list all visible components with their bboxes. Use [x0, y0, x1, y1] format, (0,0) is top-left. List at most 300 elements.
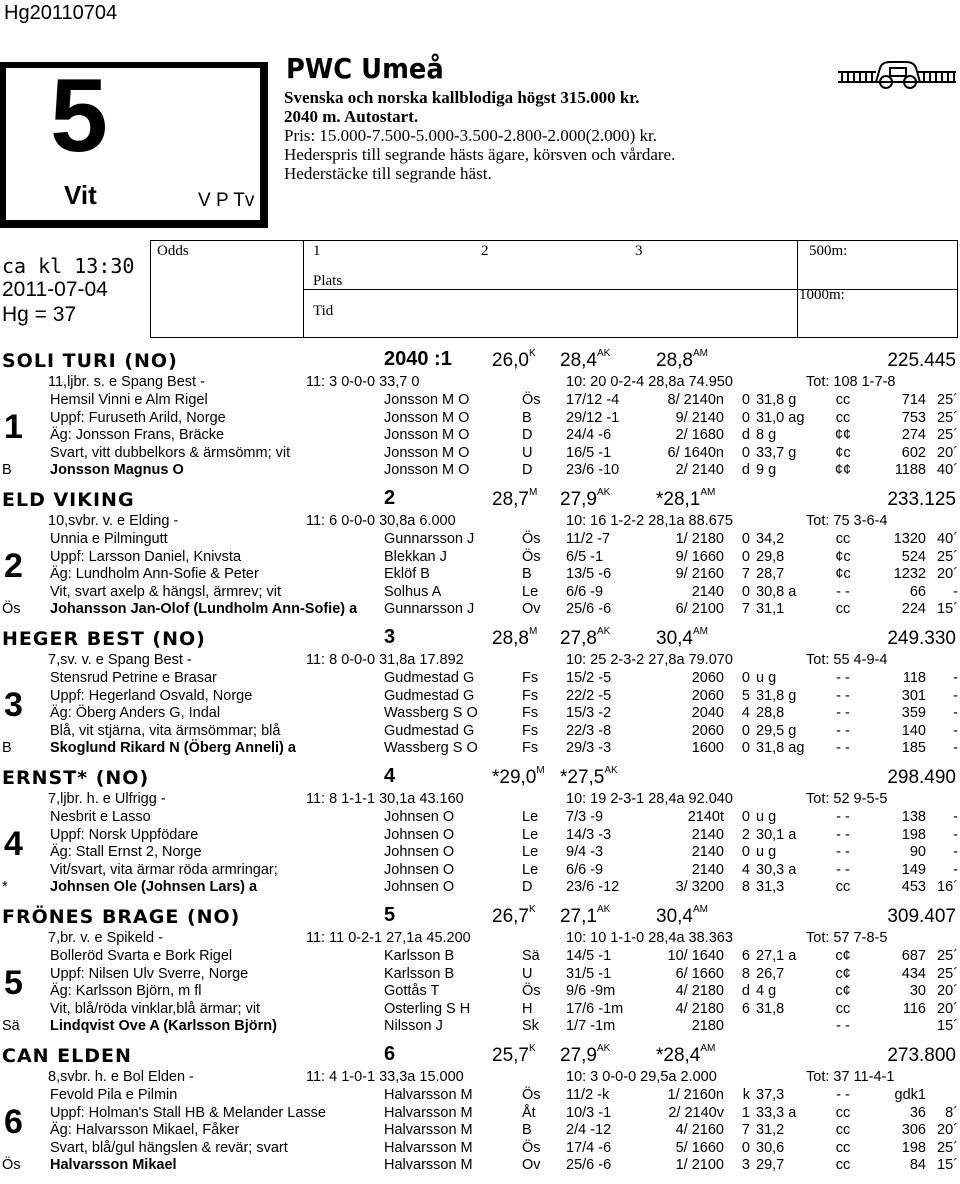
odds-suffix: AM	[700, 1043, 716, 1054]
odds-suffix: AM	[692, 348, 708, 359]
start-cell: 4/ 2180	[675, 983, 724, 1000]
odds-time: 28,7	[492, 489, 529, 510]
start-cell: - -	[836, 670, 850, 686]
start-cell: 22/2 -5	[566, 687, 612, 704]
start-cell: 29/12 -1	[566, 409, 620, 426]
start-cell: d	[741, 983, 750, 1000]
start-cell: Johnsen Ole (Johnsen Lars) a	[50, 879, 258, 896]
start-cell: cc	[835, 1139, 851, 1156]
start-cell: 30,3 a	[756, 861, 797, 878]
start-cell: Äg: Lundholm Ann-Sofie & Peter	[50, 566, 259, 583]
start-cell: - -	[836, 687, 850, 704]
odds-value-2	[560, 350, 610, 372]
start-cell: 40´	[937, 462, 958, 479]
start-cell: Jonsson M O	[384, 462, 470, 479]
start-cell: 29/3 -3	[566, 740, 612, 757]
start-cell: 24/4 -6	[566, 427, 612, 444]
horse-lead-code: B	[2, 462, 12, 478]
odds-suffix: AM	[700, 487, 716, 498]
start-cell: Eklöf B	[384, 566, 430, 583]
odds-value-2	[560, 1045, 610, 1067]
record-total: Tot: 75 3-6-4	[806, 513, 888, 529]
start-cell: 17/12 -4	[566, 392, 620, 408]
earnings: 225.445	[887, 350, 956, 371]
start-cell: 13/5 -6	[566, 566, 612, 583]
start-cell: 84	[909, 1157, 926, 1174]
start-cell: Ov	[522, 601, 541, 618]
start-cell: 149	[901, 861, 926, 878]
odds-suffix: K	[528, 1043, 536, 1054]
start-cell: Gudmestad G	[384, 722, 475, 739]
place-2-label: 2	[481, 243, 489, 259]
start-cell: - -	[836, 722, 850, 739]
horse-number: 6	[4, 1103, 23, 1141]
odds-suffix: K	[528, 348, 536, 359]
post-position: 2040 :1	[384, 348, 452, 370]
odds-time: 28,4	[560, 350, 597, 371]
start-cell: Gottås T	[384, 983, 440, 1000]
start-cell: Johnsen O	[384, 879, 455, 896]
horse-number: 2	[4, 547, 23, 585]
start-cell: 31,8 g	[756, 392, 797, 408]
start-cell: Le	[522, 583, 539, 600]
start-cell: 8/ 2140n	[667, 392, 724, 408]
start-cell: Svart, blå/gul hängslen & revär; svart	[50, 1139, 288, 1156]
split-500m-label: 500m:	[809, 243, 848, 259]
start-cell: 4 g	[756, 983, 777, 1000]
odds-time: 28,8	[656, 350, 693, 371]
start-cell: d	[741, 462, 750, 479]
start-cell: cc	[835, 601, 851, 618]
start-cell: - -	[836, 1018, 850, 1035]
start-cell: 1/7 -1m	[566, 1018, 616, 1035]
horse-name: ELD VIKING	[2, 489, 135, 511]
odds-suffix: M	[528, 626, 538, 637]
start-cell: 6	[741, 948, 750, 964]
start-cell: Fs	[522, 670, 539, 686]
record-last-year: 10: 10 1-1-0 28,4a 38.363	[566, 930, 733, 946]
start-cell: 224	[901, 601, 926, 618]
start-cell: 0	[741, 531, 750, 547]
start-cell: 25´	[937, 1139, 958, 1156]
start-cell: - -	[836, 809, 850, 825]
start-cell: 2140	[691, 826, 724, 843]
track-hg: Hg = 37	[2, 303, 77, 326]
odds-value-2	[560, 767, 618, 789]
start-cell: 23/6 -10	[566, 462, 620, 479]
start-cell: ¢c	[835, 566, 851, 583]
horse-info: 11,ljbr. s. e Spang Best -	[48, 374, 205, 390]
start-cell: Johansson Jan-Olof (Lundholm Ann-Sofie) a	[50, 601, 358, 618]
record-this-year: 11: 8 0-0-0 31,8a 17.892	[306, 652, 464, 668]
start-cell: 30,6	[756, 1139, 785, 1156]
start-cell: 2/ 1680	[675, 427, 724, 444]
start-cell: - -	[836, 583, 850, 600]
odds-time: 27,1	[560, 906, 597, 927]
start-cell: 714	[901, 392, 926, 408]
start-cell: 116	[902, 1000, 926, 1017]
start-cell: 20´	[937, 983, 958, 1000]
start-cell: Uppf: Norsk Uppfödare	[50, 826, 199, 843]
start-cell: D	[522, 427, 533, 444]
race-time: ca kl 13:30	[2, 254, 135, 278]
start-cell: 34,2	[756, 531, 785, 547]
start-cell: 29,5 g	[756, 722, 797, 739]
start-cell: Le	[522, 809, 539, 825]
start-cell: 1600	[691, 740, 724, 757]
start-cell: Jonsson Magnus O	[50, 462, 184, 479]
start-cell: Fs	[522, 705, 539, 722]
odds-time: 26,0	[492, 350, 529, 371]
start-cell: 8	[741, 965, 750, 982]
trotting-car-icon	[836, 58, 958, 92]
start-cell: 26,7	[756, 965, 785, 982]
start-cell: 2	[741, 826, 750, 843]
start-cell: 40´	[937, 531, 958, 547]
odds-time: 30,4	[656, 906, 693, 927]
start-cell: Halvarsson M	[384, 1104, 473, 1121]
start-cell: u g	[756, 844, 777, 861]
earnings: 233.125	[887, 489, 956, 510]
start-cell: 90	[909, 844, 926, 861]
start-cell: Vit/svart, vita ärmar röda armringar;	[50, 861, 278, 878]
start-cell: Ös	[522, 1139, 541, 1156]
start-cell: Ös	[522, 531, 541, 547]
start-cell: 198	[901, 1139, 926, 1156]
start-cell: Osterling S H	[384, 1000, 471, 1017]
record-total: Tot: 108 1-7-8	[806, 374, 896, 390]
start-cell: 0	[741, 583, 750, 600]
start-cell: Ös	[522, 548, 541, 565]
start-cell: 16´	[937, 879, 958, 896]
start-cell: 1/ 2160n	[667, 1087, 724, 1103]
odds-time: 27,9	[560, 1045, 597, 1066]
start-cell: Vit, blå/röda vinklar,blå ärmar; vit	[50, 1000, 261, 1017]
horse-lead-code: B	[2, 740, 12, 756]
start-cell: 6/ 1660	[675, 965, 724, 982]
odds-value-2	[560, 906, 610, 928]
start-cell: 25´	[937, 965, 958, 982]
horse-name: FRÖNES BRAGE (NO)	[2, 906, 241, 928]
start-cell: Jonsson M O	[384, 444, 470, 461]
start-cell: 31,1	[756, 601, 785, 618]
start-cell: 31,8 ag	[756, 740, 805, 757]
odds-value-3	[656, 628, 708, 650]
horse-info: 7,sv. v. e Spang Best -	[48, 652, 192, 668]
record-last-year: 10: 3 0-0-0 29,5a 2.000	[566, 1069, 717, 1085]
horse-name: HEGER BEST (NO)	[2, 628, 206, 650]
start-cell: 25´	[937, 548, 958, 565]
start-cell: 118	[902, 670, 926, 686]
start-cell: 30,8 a	[756, 583, 797, 600]
start-cell: 6/6 -9	[566, 583, 604, 600]
start-cell: Ös	[522, 1087, 541, 1103]
place-3-label: 3	[635, 243, 643, 259]
race-distance-line: 2040 m. Autostart.	[284, 107, 419, 126]
start-cell: 30,1 a	[756, 826, 797, 843]
odds-value-3	[656, 350, 708, 372]
start-cell: 23/6 -12	[566, 879, 620, 896]
odds-suffix: AM	[692, 904, 708, 915]
start-cell: 4/ 2160	[675, 1122, 724, 1139]
start-cell: 31/5 -1	[566, 965, 612, 982]
odds-box	[150, 240, 958, 338]
start-cell: cc	[835, 879, 851, 896]
odds-suffix: K	[528, 904, 536, 915]
start-cell: Johnsen O	[384, 809, 455, 825]
start-cell: 25´	[937, 392, 958, 408]
horse-info: 7,br. v. e Spikeld -	[48, 930, 163, 946]
horse-info: 8,svbr. h. e Bol Elden -	[48, 1069, 194, 1085]
start-cell: Bolleröd Svarta e Bork Rigel	[50, 948, 233, 964]
start-cell: Johnsen O	[384, 844, 455, 861]
start-cell: 27,1 a	[756, 948, 797, 964]
start-cell: 25/6 -6	[566, 1157, 612, 1174]
start-cell: Stensrud Petrine e Brasar	[50, 670, 217, 686]
start-cell: 138	[901, 809, 926, 825]
start-cell: 4/ 2180	[675, 1000, 724, 1017]
earnings: 273.800	[887, 1045, 956, 1066]
start-cell: 198	[901, 826, 926, 843]
start-cell: D	[522, 879, 533, 896]
start-cell: Halvarsson M	[384, 1087, 473, 1103]
record-last-year: 10: 25 2-3-2 27,8a 79.070	[566, 652, 733, 668]
start-cell: - -	[836, 740, 850, 757]
start-cell: cc	[835, 1104, 851, 1121]
start-cell: Wassberg S O	[384, 705, 478, 722]
start-cell: 5	[741, 687, 750, 704]
start-cell: 434	[901, 965, 926, 982]
odds-suffix: AK	[604, 765, 618, 776]
record-total: Tot: 37 11-4-1	[806, 1069, 895, 1085]
start-cell: Gunnarsson J	[384, 531, 475, 547]
start-cell: Jonsson M O	[384, 409, 470, 426]
start-cell: 2140	[691, 583, 724, 600]
start-cell: U	[522, 965, 533, 982]
start-cell: Johnsen O	[384, 826, 455, 843]
start-cell: 8 g	[756, 427, 777, 444]
start-cell: Halvarsson Mikael	[50, 1157, 177, 1174]
start-cell: 15´	[937, 1018, 958, 1035]
start-cell: cc	[835, 1122, 851, 1139]
start-cell: 14/5 -1	[566, 948, 612, 964]
odds-value-2	[560, 628, 610, 650]
start-cell: gdk1	[894, 1087, 926, 1103]
odds-suffix: AK	[596, 904, 611, 915]
start-cell: 6/5 -1	[566, 548, 604, 565]
start-cell: 20´	[937, 1000, 958, 1017]
start-cell: 301	[901, 687, 926, 704]
record-this-year: 11: 11 0-2-1 27,1a 45.200	[306, 930, 471, 946]
start-cell: 15´	[937, 1157, 958, 1174]
start-cell: Gudmestad G	[384, 687, 475, 704]
odds-suffix: M	[528, 487, 538, 498]
start-cell: 185	[901, 740, 926, 757]
start-cell: 9 g	[756, 462, 777, 479]
start-cell: Äg: Halvarsson Mikael, Fåker	[50, 1122, 240, 1139]
start-cell: 306	[901, 1122, 926, 1139]
start-cell: 5/ 1660	[675, 1139, 724, 1156]
start-cell: 1/ 2100	[675, 1157, 724, 1174]
start-cell: 29,8	[756, 548, 785, 565]
start-cell: Ov	[522, 1157, 541, 1174]
plats-label: Plats	[313, 273, 343, 289]
start-cell: 0	[741, 809, 750, 825]
start-cell: 15/2 -5	[566, 670, 612, 686]
start-cell: 10/ 1640	[667, 948, 724, 964]
start-cell: 2/ 2140v	[668, 1104, 724, 1121]
start-cell: 10/3 -1	[566, 1104, 612, 1121]
start-cell: 0	[741, 722, 750, 739]
start-cell: cc	[835, 1157, 851, 1174]
start-cell: Nilsson J	[384, 1018, 443, 1035]
start-cell: 0	[741, 548, 750, 565]
race-honor-line: Hederspris till segrande hästs ägare, körsven och vårdare.	[284, 145, 676, 164]
horse-lead-code: Ös	[2, 601, 21, 617]
odds-value-1	[492, 628, 537, 650]
post-position: 5	[384, 904, 396, 926]
start-cell: 28,8	[756, 705, 785, 722]
start-cell: Jonsson M O	[384, 392, 470, 408]
start-cell: -	[953, 861, 958, 878]
start-cell: 0	[741, 740, 750, 757]
start-cell: 8	[741, 879, 750, 896]
horse-lead-code: *	[2, 879, 8, 895]
horse-number: 5	[4, 964, 23, 1002]
start-cell: 140	[901, 722, 926, 739]
start-cell: D	[522, 462, 533, 479]
odds-time: 25,7	[492, 1045, 529, 1066]
start-cell: 25´	[937, 948, 958, 964]
start-cell: 2140	[691, 844, 724, 861]
start-cell: 6/ 2100	[675, 601, 724, 618]
start-cell: Äg: Karlsson Björn, m fl	[50, 983, 202, 1000]
race-game-types: V P Tv	[198, 190, 255, 211]
start-cell: Sk	[522, 1018, 539, 1035]
start-cell: -	[953, 844, 958, 861]
race-condition-line: Svenska och norska kallblodiga högst 315.000 kr.	[284, 88, 640, 107]
start-cell: Le	[522, 844, 539, 861]
start-cell: 6/6 -9	[566, 861, 604, 878]
start-cell: 31,8	[756, 1000, 785, 1017]
odds-suffix: AK	[596, 626, 611, 637]
start-cell: ¢¢	[834, 427, 852, 444]
start-cell: 602	[901, 444, 926, 461]
start-cell: 7	[741, 1122, 750, 1139]
start-cell: cc	[835, 392, 851, 408]
horse-info: 7,ljbr. h. e Ulfrigg -	[48, 791, 166, 807]
start-cell: 9/ 1660	[675, 548, 724, 565]
odds-suffix: AK	[596, 487, 611, 498]
start-cell: 359	[901, 705, 926, 722]
start-cell: cc	[835, 531, 851, 547]
start-cell: Uppf: Hegerland Osvald, Norge	[50, 687, 253, 704]
start-cell: Gudmestad G	[384, 670, 475, 686]
start-cell: 753	[901, 409, 926, 426]
start-cell: Blekkan J	[384, 548, 447, 565]
horse-lead-code: Sä	[2, 1018, 20, 1034]
post-position: 2	[384, 487, 396, 509]
odds-time: *29,0	[492, 767, 537, 788]
record-total: Tot: 52 9-5-5	[806, 791, 888, 807]
start-cell: 15´	[937, 601, 958, 618]
odds-value-1	[492, 350, 536, 372]
start-cell: Halvarsson M	[384, 1139, 473, 1156]
start-cell: 0	[741, 670, 750, 686]
start-cell: Äg: Jonsson Frans, Bräcke	[50, 427, 225, 444]
start-cell: ¢c	[835, 444, 851, 461]
start-cell: 15/3 -2	[566, 705, 612, 722]
start-cell: Jonsson M O	[384, 427, 470, 444]
start-cell: 30	[909, 983, 926, 1000]
start-cell: Halvarsson M	[384, 1157, 473, 1174]
start-cell: -	[953, 670, 958, 686]
earnings: 249.330	[887, 628, 956, 649]
record-last-year: 10: 20 0-2-4 28,8a 74.950	[566, 374, 733, 390]
start-cell: 7/3 -9	[566, 809, 604, 825]
start-cell: Lindqvist Ove A (Karlsson Björn)	[50, 1018, 277, 1035]
start-cell: H	[522, 1000, 533, 1017]
odds-time: 30,4	[656, 628, 693, 649]
place-1-label: 1	[313, 243, 321, 259]
start-cell: cc	[835, 409, 851, 426]
start-cell: 2140t	[687, 809, 724, 825]
odds-value-1	[492, 767, 545, 789]
record-total: Tot: 57 7-8-5	[806, 930, 888, 946]
start-cell: Sä	[522, 948, 540, 964]
start-cell: Solhus A	[384, 583, 442, 600]
start-cell: 2/ 2140	[675, 462, 724, 479]
start-cell: 22/3 -8	[566, 722, 612, 739]
start-cell: 31,8 g	[756, 687, 797, 704]
start-cell: Vit, svart axelp & hängsl, ärmrev; vit	[50, 583, 282, 600]
horse-name: ERNST* (NO)	[2, 767, 150, 789]
horse-lead-code: Ös	[2, 1157, 21, 1173]
start-cell: B	[522, 1122, 532, 1139]
start-cell: - -	[836, 705, 850, 722]
start-cell: 29,7	[756, 1157, 785, 1174]
odds-value-2	[560, 489, 610, 511]
start-cell: u g	[756, 809, 777, 825]
start-cell: Uppf: Furuseth Arild, Norge	[50, 409, 226, 426]
start-cell: Fevold Pila e Pilmin	[50, 1087, 178, 1103]
start-cell: 3	[741, 1157, 750, 1174]
start-cell: 2060	[691, 670, 724, 686]
start-cell: 2180	[691, 1018, 724, 1035]
start-cell: Nesbrit e Lasso	[50, 809, 151, 825]
odds-value-3	[656, 489, 715, 511]
start-cell: Äg: Öberg Anders G, Indal	[50, 705, 221, 722]
race-date: 2011-07-04	[2, 278, 108, 301]
start-cell: 31,3	[756, 879, 785, 896]
odds-value-3	[656, 906, 708, 928]
start-cell: k	[742, 1087, 750, 1103]
start-cell: 11/2 -7	[566, 531, 611, 547]
odds-time: 28,8	[492, 628, 529, 649]
start-cell: Le	[522, 861, 539, 878]
start-cell: Unnia e Pilmingutt	[50, 531, 168, 547]
horse-info: 10,svbr. v. e Elding -	[48, 513, 179, 529]
race-color: Vit	[64, 180, 97, 210]
start-cell: 7	[741, 566, 750, 583]
start-cell: 33,3 a	[756, 1104, 797, 1121]
start-cell: 687	[901, 948, 926, 964]
start-cell: - -	[836, 826, 850, 843]
start-cell: cc	[835, 1000, 851, 1017]
start-cell: 9/6 -9m	[566, 983, 616, 1000]
odds-value-1	[492, 489, 537, 511]
start-cell: Johnsen O	[384, 861, 455, 878]
